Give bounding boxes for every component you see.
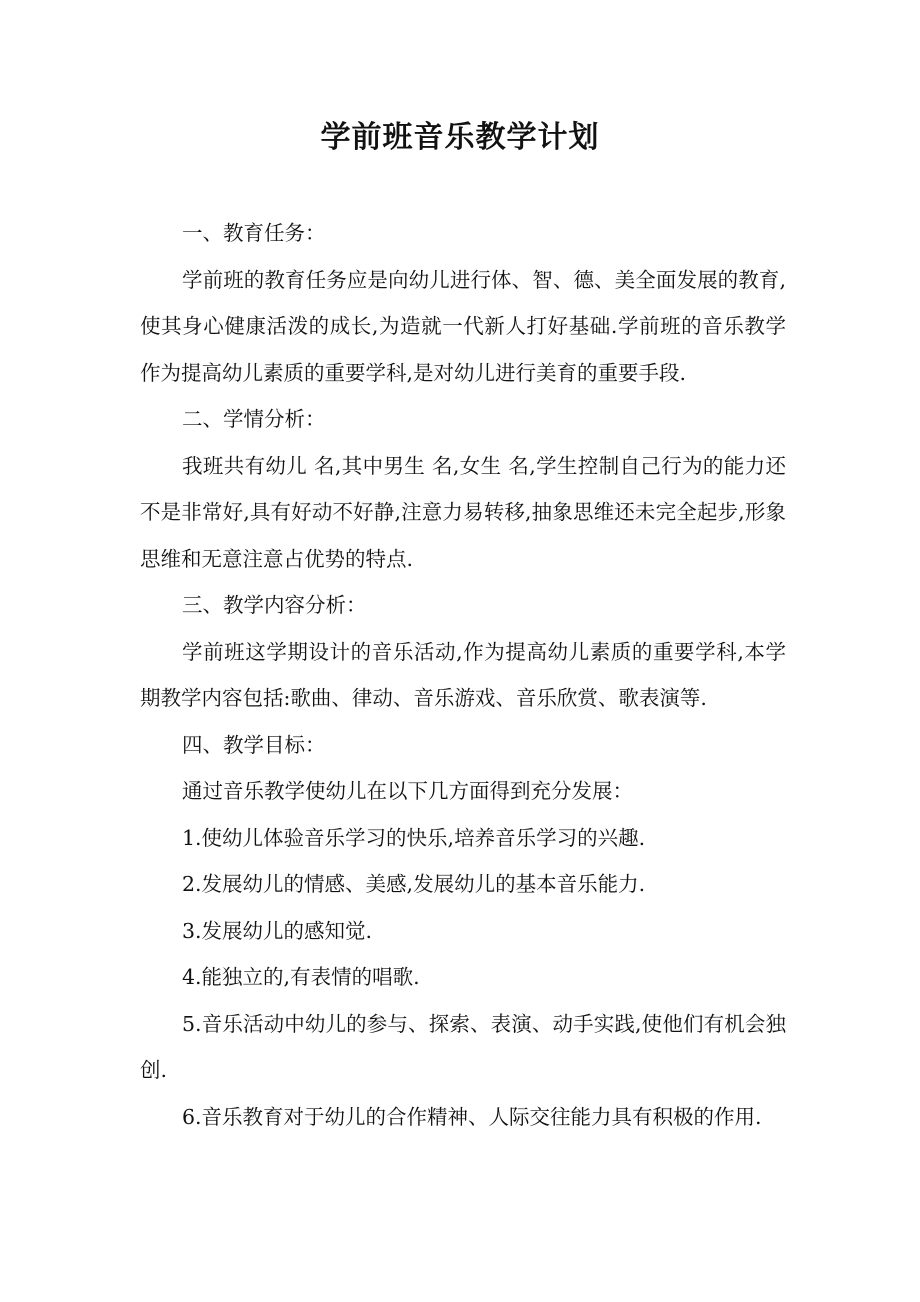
document-title: 学前班音乐教学计划	[320, 120, 600, 155]
paragraph-learning-analysis: 我班共有幼儿 名,其中男生 名,女生 名,学生控制自己行为的能力还不是非常好,具有好动不好静,注意力易转移,抽象思维还未完全起步,形象思维和无意注意占优势的特点.	[140, 453, 786, 571]
goal-item-3: 3.发展幼儿的感知觉.	[182, 918, 373, 943]
goal-item-5: 5.音乐活动中幼儿的参与、探索、表演、动手实践,使他们有机会独创.	[140, 1011, 786, 1082]
section-heading-education-task: 一、教育任务：	[182, 221, 326, 245]
goal-item-2: 2.发展幼儿的情感、美感,发展幼儿的基本音乐能力.	[182, 872, 646, 896]
paragraph-content-analysis: 学前班这学期设计的音乐活动,作为提高幼儿素质的重要学科,本学期教学内容包括:歌曲、律动、音乐游戏、音乐欣赏、歌表演等.	[140, 639, 786, 710]
section-heading-teaching-goals: 四、教学目标：	[182, 732, 326, 757]
goal-item-6: 6.音乐教育对于幼儿的合作精神、人际交往能力具有积极的作用.	[182, 1104, 762, 1129]
section-heading-learning-analysis: 二、学情分析：	[182, 407, 326, 431]
section-heading-content-analysis: 三、教学内容分析：	[182, 593, 367, 617]
paragraph-education-task: 学前班的教育任务应是向幼儿进行体、智、德、美全面发展的教育,使其身心健康活泼的成长,为造就一代新人打好基础.学前班的音乐教学作为提高幼儿素质的重要学科,是对幼儿进行美育的重要手段.	[140, 267, 786, 385]
document-body	[140, 210, 786, 1140]
goal-item-1: 1.使幼儿体验音乐学习的快乐,培养音乐学习的兴趣.	[182, 825, 646, 850]
paragraph-goals-intro: 通过音乐教学使幼儿在以下几方面得到充分发展：	[182, 779, 633, 803]
goal-item-4: 4.能独立的,有表情的唱歌.	[182, 965, 420, 989]
